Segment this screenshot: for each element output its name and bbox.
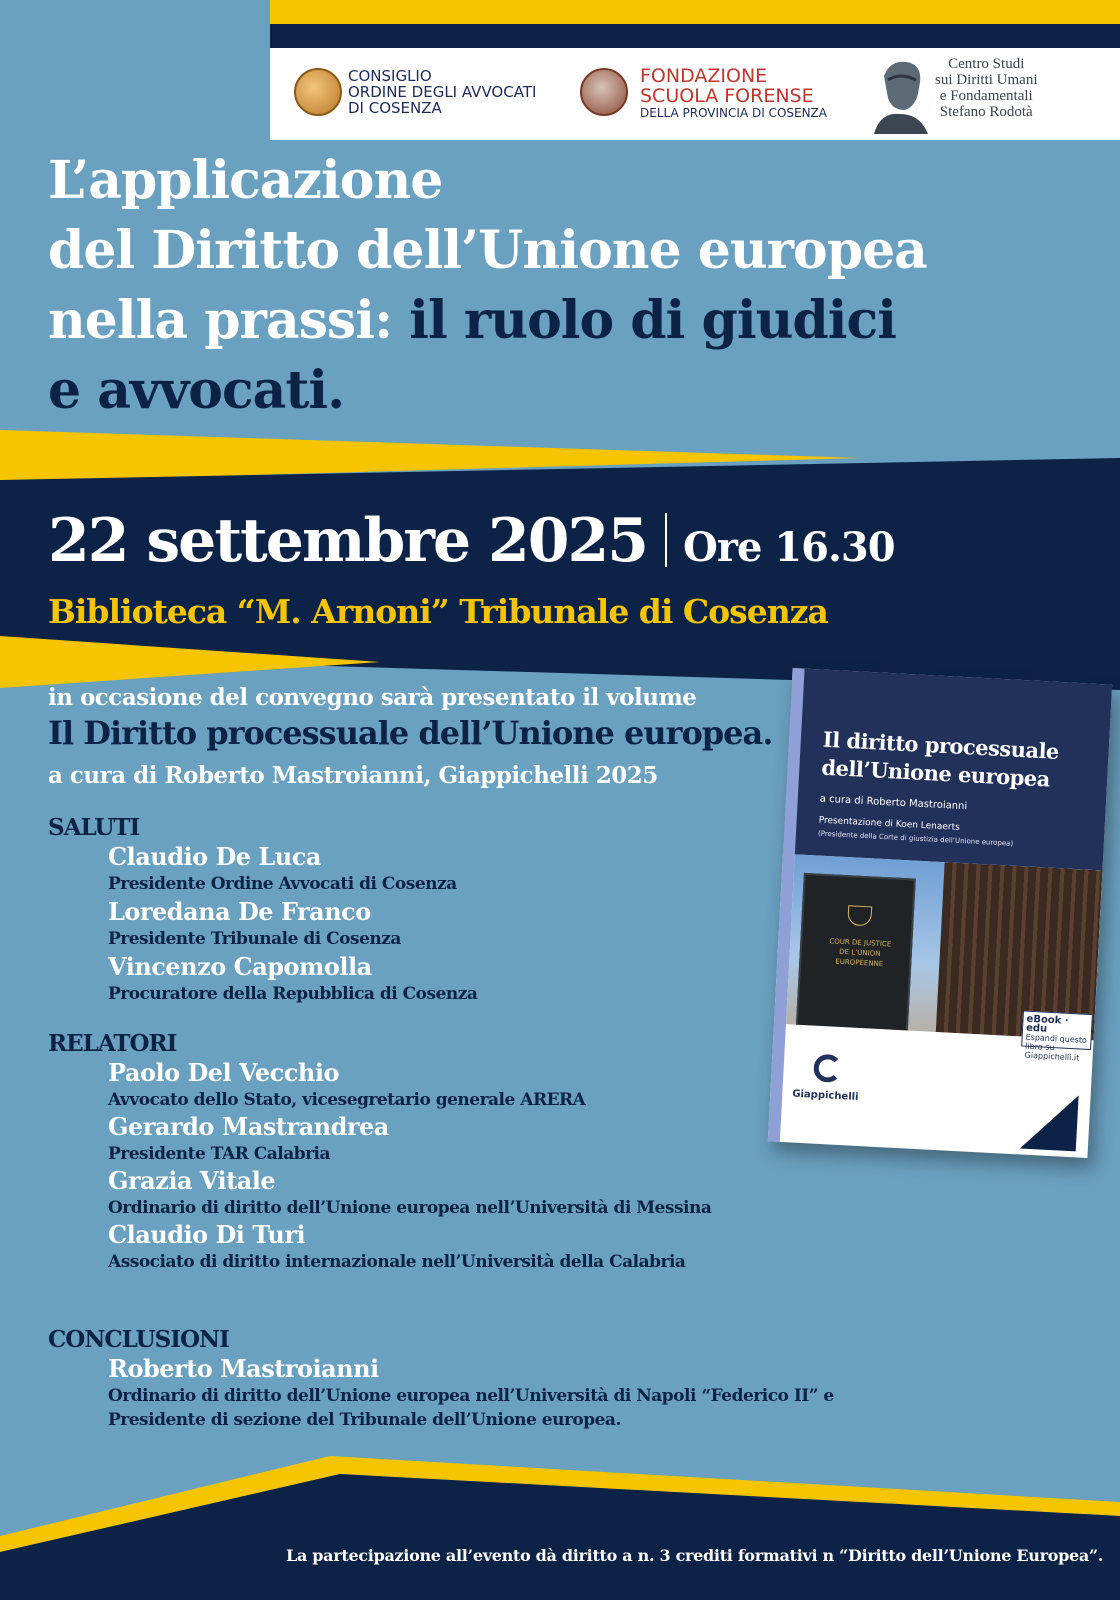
fondazione-line3: DELLA PROVINCIA DI COSENZA bbox=[640, 106, 827, 120]
coa-seal-icon bbox=[294, 68, 342, 116]
section-heading-conclusioni: CONCLUSIONI bbox=[48, 1326, 229, 1353]
giappichelli-logo-icon bbox=[813, 1054, 842, 1083]
fondazione-line1: FONDAZIONE bbox=[640, 65, 768, 87]
title-line3-b: il ruolo di giudici bbox=[392, 290, 896, 351]
date-separator bbox=[665, 513, 667, 567]
person-name: Claudio De Luca bbox=[108, 842, 321, 871]
person-role: Procuratore della Repubblica di Cosenza bbox=[108, 984, 478, 1004]
plaque-text bbox=[819, 936, 900, 970]
centro-logo-text bbox=[935, 56, 1038, 120]
court-stone-plaque bbox=[796, 873, 916, 1039]
person-name: Vincenzo Capomolla bbox=[108, 952, 372, 981]
person-entry bbox=[108, 897, 401, 951]
person-name: Paolo Del Vecchio bbox=[108, 1058, 339, 1087]
ebook-badge bbox=[1021, 1010, 1093, 1063]
curia-emblem-icon bbox=[847, 905, 872, 926]
person-name: Roberto Mastroianni bbox=[108, 1354, 379, 1383]
person-entry bbox=[108, 1166, 711, 1220]
title-line1: L’applicazione bbox=[48, 150, 443, 211]
book-corner-fold bbox=[1020, 1093, 1079, 1152]
event-date: 22 settembre 2025 bbox=[48, 506, 648, 576]
title-line2: del Diritto dell’Unione europea bbox=[48, 220, 927, 281]
person-name: Gerardo Mastrandrea bbox=[108, 1112, 389, 1141]
centro-line3: e Fondamentali bbox=[939, 88, 1033, 104]
book-title-line1: Il diritto processuale bbox=[822, 726, 1060, 764]
book-presentation: Presentazione di Koen Lenaerts bbox=[818, 815, 961, 833]
page-title bbox=[48, 146, 1098, 426]
title-line4: e avvocati. bbox=[48, 360, 345, 421]
person-entry bbox=[108, 952, 477, 1006]
person-entry bbox=[108, 1058, 585, 1112]
plaque-line2: DE L’UNION bbox=[838, 947, 881, 958]
rodota-portrait-icon bbox=[870, 54, 932, 134]
centro-line1: Centro Studi bbox=[948, 56, 1025, 72]
person-role: Ordinario di diritto dell’Unione europea nell’Università di Napoli “Federico II” e bbox=[108, 1386, 834, 1406]
book-presentation-role: (Presidente della Corte di giustizia dell’Unione europea) bbox=[817, 829, 1014, 848]
coa-line3: DI COSENZA bbox=[348, 99, 442, 117]
coa-line2-b: DEGLI AVVOCATI bbox=[406, 83, 537, 101]
event-venue: Biblioteca “M. Arnoni” Tribunale di Cosenza bbox=[48, 592, 828, 631]
plaque-line3: EUROPÉENNE bbox=[835, 957, 884, 969]
person-role: Associato di diritto internazionale nell’Università della Calabria bbox=[108, 1252, 686, 1272]
person-role: Ordinario di diritto dell’Unione europea nell’Università di Messina bbox=[108, 1198, 712, 1218]
book-publisher: Giappichelli bbox=[792, 1088, 859, 1103]
top-navy-stripe bbox=[270, 24, 1120, 48]
title-line3 bbox=[48, 286, 1098, 356]
logo-bar bbox=[270, 48, 1120, 140]
person-role: Avvocato dello Stato, vicesegretario generale ARERA bbox=[108, 1090, 586, 1110]
book-editor: a cura di Roberto Mastroianni bbox=[819, 793, 968, 813]
footer-credits-note: La partecipazione all’evento dà diritto a n. 3 crediti formativi n “Diritto dell’Unione Europea”. bbox=[286, 1546, 1104, 1565]
person-role-continued: Presidente di sezione del Tribunale dell’Unione europea. bbox=[108, 1410, 621, 1430]
plaque-line1: COUR DE JUSTICE bbox=[829, 937, 892, 949]
person-entry bbox=[108, 1354, 834, 1432]
ebook-sub: Espandi questo libro su Giappichelli.it bbox=[1024, 1032, 1088, 1063]
fondazione-logo-text bbox=[640, 66, 827, 120]
section-heading-saluti: SALUTI bbox=[48, 814, 140, 841]
section-heading-relatori: RELATORI bbox=[48, 1030, 177, 1057]
fondazione-line2: SCUOLA FORENSE bbox=[640, 85, 814, 107]
presentation-book-title: Il Diritto processuale dell’Unione europea. bbox=[48, 714, 773, 752]
person-entry bbox=[108, 1112, 389, 1166]
book-title-line2: dell’Unione europea bbox=[820, 754, 1051, 792]
ebook-label: eBook · edu bbox=[1025, 1013, 1069, 1035]
book-cover bbox=[768, 668, 1112, 1158]
coa-line1: CONSIGLIO bbox=[348, 67, 432, 85]
coa-line2 bbox=[348, 84, 536, 100]
person-name: Loredana De Franco bbox=[108, 897, 371, 926]
title-line3-a: nella prassi: bbox=[48, 290, 393, 351]
person-name: Claudio Di Turi bbox=[108, 1220, 306, 1249]
centro-line2: sui Diritti Umani bbox=[935, 72, 1038, 88]
centro-line4: Stefano Rodotà bbox=[939, 104, 1033, 120]
person-entry bbox=[108, 1220, 685, 1274]
top-yellow-stripe bbox=[270, 0, 1120, 24]
presentation-editor: a cura di Roberto Mastroianni, Giappichelli 2025 bbox=[48, 762, 658, 789]
person-role: Presidente Ordine Avvocati di Cosenza bbox=[108, 874, 457, 894]
coa-logo-text bbox=[348, 68, 536, 116]
person-entry bbox=[108, 842, 457, 896]
fondazione-seal-icon bbox=[580, 68, 628, 116]
coa-line2-a: ORDINE bbox=[348, 83, 407, 101]
event-time: Ore 16.30 bbox=[683, 524, 895, 571]
person-role: Presidente TAR Calabria bbox=[108, 1144, 331, 1164]
person-name: Grazia Vitale bbox=[108, 1166, 276, 1195]
event-date-line bbox=[48, 506, 895, 576]
presentation-intro: in occasione del convegno sarà presentato il volume bbox=[48, 684, 697, 711]
bottom-band bbox=[0, 1456, 1120, 1600]
person-role: Presidente Tribunale di Cosenza bbox=[108, 929, 401, 949]
